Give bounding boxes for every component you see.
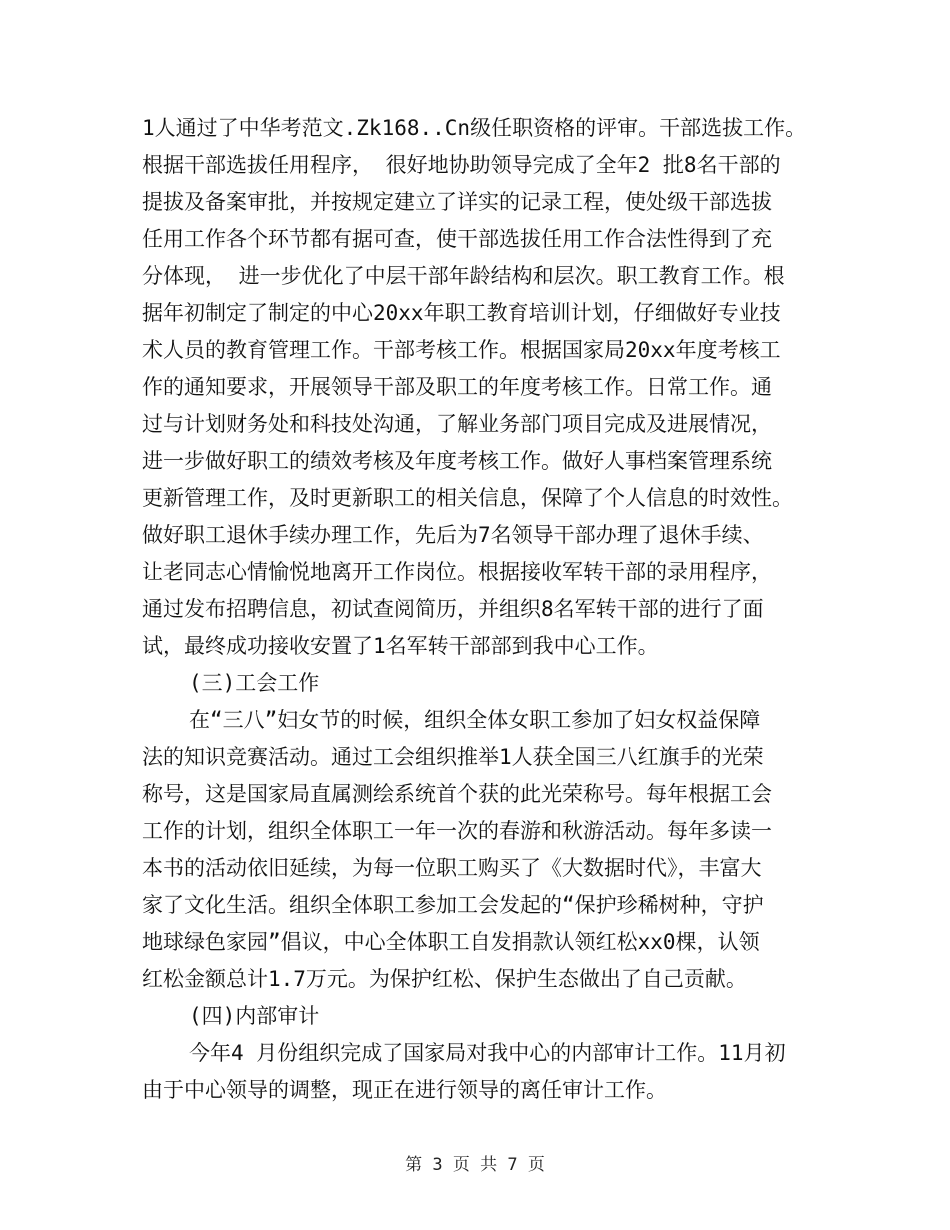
body-line: 更新管理工作，及时更新职工的相关信息，保障了个人信息的时效性。 [142, 486, 793, 510]
body-line: 做好职工退休手续办理工作，先后为7名领导干部办理了退休手续、 [142, 523, 764, 547]
body-line: 过与计划财务处和科技处沟通，了解业务部门项目完成及进展情况， [142, 412, 772, 436]
body-line: 家了文化生活。组织全体职工参加工会发起的“保护珍稀树种，守护 [142, 893, 764, 917]
body-line: 进一步做好职工的绩效考核及年度考核工作。做好人事档案管理系统 [142, 449, 772, 473]
body-line: 红松金额总计1.7万元。为保护红松、保护生态做出了自己贡献。 [142, 967, 747, 991]
body-line: 术人员的教育管理工作。干部考核工作。根据国家局20xx年度考核工 [142, 338, 781, 362]
body-line: 试，最终成功接收安置了1名军转干部部到我中心工作。 [142, 634, 659, 658]
body-line: 分体现， 进一步优化了中层干部年龄结构和层次。职工教育工作。根 [142, 264, 785, 288]
body-line: 作的通知要求，开展领导干部及职工的年度考核工作。日常工作。通 [142, 375, 772, 399]
body-line: 本书的活动依旧延续，为每一位职工购买了《大数据时代》，丰富大 [142, 856, 762, 880]
body-line: 由于中心领导的调整，现正在进行领导的离任审计工作。 [142, 1078, 667, 1102]
body-line: 地球绿色家园”倡议，中心全体职工自发捐款认领红松xx0棵，认领 [142, 930, 760, 954]
section-heading: (三)工会工作 [189, 671, 320, 695]
body-line: 根据干部选拔任用程序， 很好地协助领导完成了全年2 批8名干部的 [142, 153, 781, 177]
body-line: 提拔及备案审批，并按规定建立了详实的记录工程，使处级干部选拔 [142, 190, 772, 214]
page-footer: 第 3 页 共 7 页 [405, 1155, 545, 1175]
body-line: 让老同志心情愉悦地离开工作岗位。根据接收军转干部的录用程序， [142, 560, 772, 584]
body-line: 通过发布招聘信息，初试查阅简历，并组织8名军转干部的进行了面 [142, 597, 764, 621]
body-line: 1人通过了中华考范文.Zk168..Cn级任职资格的评审。干部选拔工作。 [142, 116, 807, 140]
body-line: 据年初制定了制定的中心20xx年职工教育培训计划，仔细做好专业技 [142, 301, 781, 325]
body-line: 法的知识竞赛活动。通过工会组织推举1人获全国三八红旗手的光荣 [142, 745, 764, 769]
body-line: 任用工作各个环节都有据可查，使干部选拔任用工作合法性得到了充 [142, 227, 772, 251]
section-heading: (四)内部审计 [189, 1004, 320, 1028]
body-line: 在“三八”妇女节的时候，组织全体女职工参加了妇女权益保障 [189, 708, 761, 732]
body-line: 今年4 月份组织完成了国家局对我中心的内部审计工作。11月初 [189, 1041, 786, 1065]
body-line: 称号，这是国家局直属测绘系统首个获的此光荣称号。每年根据工会 [142, 782, 772, 806]
body-line: 工作的计划，组织全体职工一年一次的春游和秋游活动。每年多读一 [142, 819, 772, 843]
